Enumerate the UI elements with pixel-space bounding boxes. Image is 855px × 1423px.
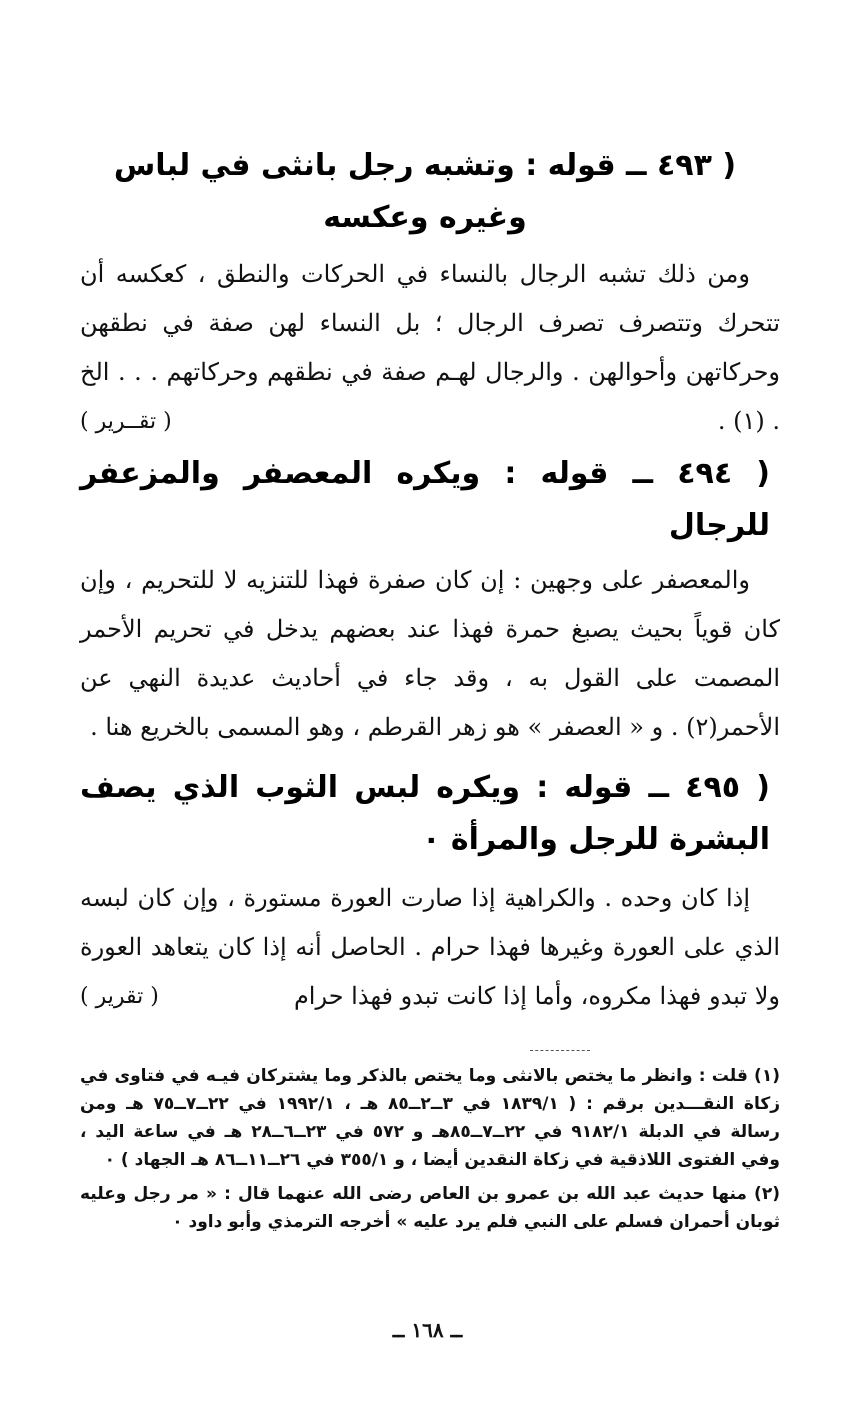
footnote-2: (٢) منها حديث عبد الله بن عمرو بن العاص رضى الله عنهما قال : « مر رجل وعليه ثوبان أحمران فسلم على النبي فلم يرد عليه » أخرجه الترمذي وأبو داود ٠	[80, 1184, 780, 1232]
section-text-494: والمعصفر على وجهين : إن كان صفرة فهذا للتنزيه لا للتحريم ، وإن كان قوياً بحيث يصبغ حمرة فهذا عند بعضهم يدخل في تحريم الأحمر المصمت على القول به ، وقد جاء في أحاديث عديدة النهي عن الأحمر(٢) . و « العصفر » هو زهر القرطم ، وهو المسمى بالخريع هنا .	[80, 566, 780, 741]
section-heading-493: ( ٤٩٣ ــ قوله : وتشبه رجل بانثى في لباس وغيره وعكسه	[113, 148, 737, 235]
footnote-1: (١) قلت : وانظر ما يختص بالانثى وما يختص بالذكر وما يشتركان فيـه في فتاوى في زكاة النقـــدين برقم : ( ١٨٣٩/١ في ٣ــ٢ــ٨٥ هـ ، ١٩٩٢/١ في ٢٢ــ٧ــ٧٥ هـ ومن رسالة في الدبلة ٩١٨٢/١ في ٢٢ــ٧ــ٨٥هـ و ٥٧٢ في ٢٣ــ٦ــ٢٨ هـ في ساعة اليد ، وفي الفتوى اللاذقية في زكاة النقدين أيضا ، و ٣٥٥/١ في ٢٦ــ١١ــ٨٦ هـ الجهاد ) ٠	[80, 1066, 781, 1170]
section-heading-495: ( ٤٩٥ ــ قوله : ويكره لبس الثوب الذي يصف البشرة للرجل والمرأة ٠	[80, 770, 770, 857]
page-content	[80, 140, 780, 1021]
taqrir-note-495: ( تقرير )	[80, 984, 159, 1009]
page-number: ــ ١٦٨ ــ	[392, 1318, 463, 1342]
footnote-separator	[530, 1050, 590, 1051]
section-body-493	[80, 250, 780, 446]
section-heading-494: ( ٤٩٤ ــ قوله : ويكره المعصفر والمزعفر للرجال	[80, 456, 771, 543]
section-body-494	[80, 556, 780, 752]
section-text-495: إذا كان وحده . والكراهية إذا صارت العورة مستورة ، وإن كان لبسه الذي على العورة وغيرها فهذا حرام . الحاصل أنه إذا كان يتعاهد العورة ولا تبدو فهذا مكروه، وأما إذا كانت تبدو فهذا حرام	[80, 884, 780, 1010]
section-body-495	[80, 874, 780, 1021]
footnotes	[80, 1062, 780, 1242]
taqrir-note-493: ( تقــرير )	[80, 409, 172, 434]
section-text-493: ومن ذلك تشبه الرجال بالنساء في الحركات والنطق ، كعكسه أن تتحرك وتتصرف تصرف الرجال ؛ بل النساء لهن صفة في نطقهن وحركاتهن وأحوالهن . والرجال لهـم صفة في نطقهم وحركاتهم . . . الخ . (١) .	[80, 260, 781, 435]
